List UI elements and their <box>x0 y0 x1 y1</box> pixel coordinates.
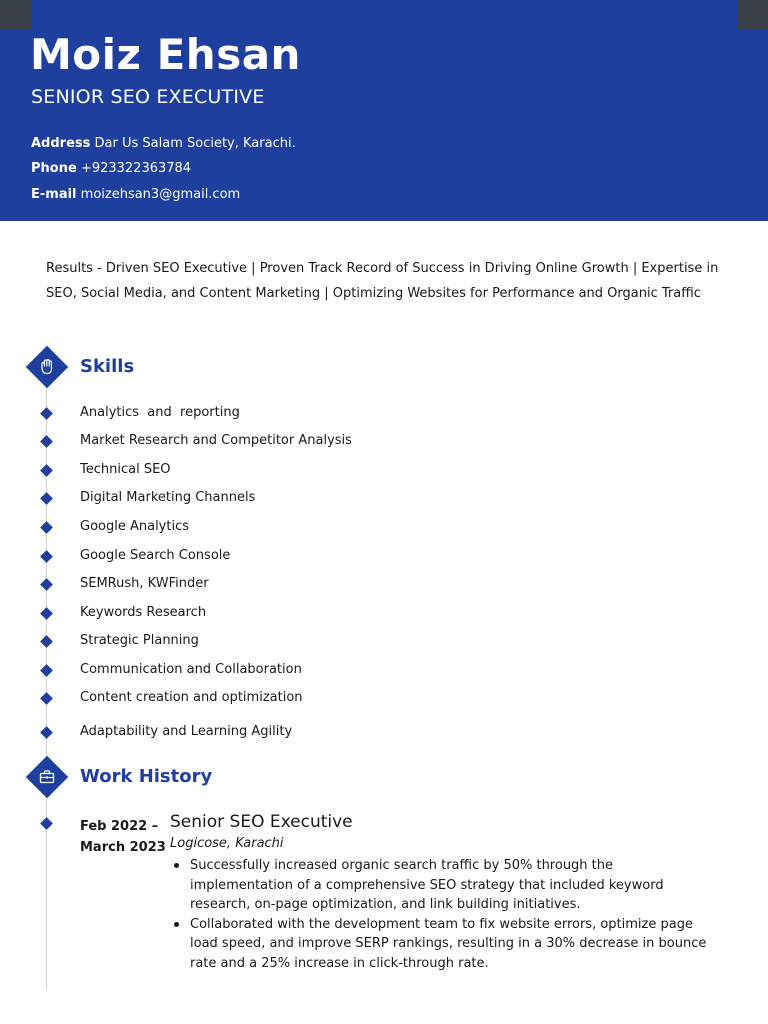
skill-item: Technical SEO <box>80 462 171 477</box>
resume-header <box>0 0 768 221</box>
skill-bullet <box>40 635 53 648</box>
contact-phone-value: +923322363784 <box>80 161 192 176</box>
hand-icon <box>32 352 62 382</box>
skill-item: Keywords Research <box>80 605 207 620</box>
job-date-start: Feb 2022 – <box>80 819 159 834</box>
skill-item: Communication and Collaboration <box>80 662 302 677</box>
contact-address-value: Dar Us Salam Society, Karachi. <box>94 136 296 151</box>
skill-item: SEMRush, KWFinder <box>80 576 209 591</box>
contact-phone-label: Phone <box>31 161 77 176</box>
corner-block-left <box>0 0 31 29</box>
job-achievement-item: Collaborated with the development team to fix website errors, optimize page load speed, and improve SERP rankings, resulting in a 30% decrease in bounce rate and a 25% increase in click-through rate. <box>170 915 710 974</box>
skill-item: Adaptability and Learning Agility <box>80 724 293 739</box>
skill-bullet <box>40 435 53 448</box>
skill-bullet <box>40 464 53 477</box>
job-achievements <box>170 856 710 973</box>
contact-email-label: E-mail <box>31 187 77 202</box>
briefcase-icon <box>32 762 62 792</box>
job-marker <box>40 817 53 830</box>
contact-address-label: Address <box>31 136 91 151</box>
skill-item: Strategic Planning <box>80 633 199 648</box>
job-company: Logicose, Karachi <box>170 836 284 851</box>
skill-bullet <box>40 607 53 620</box>
job-achievement-item: Successfully increased organic search traffic by 50% through the implementation of a comprehensive SEO strategy that included keyword research, on-page optimization, and link building initiatives. <box>170 856 710 915</box>
skill-bullet <box>40 407 53 420</box>
skill-bullet <box>40 550 53 563</box>
contact-phone <box>31 161 191 176</box>
skill-bullet <box>40 578 53 591</box>
skill-bullet <box>40 521 53 534</box>
skill-bullet <box>40 692 53 705</box>
contact-email <box>31 187 240 202</box>
corner-block-right <box>737 0 768 29</box>
professional-summary: Results - Driven SEO Executive | Proven Track Record of Success in Driving Online Growth | Expertise in SEO, Social Media, and Content Marketing | Optimizing Websites for Performance and Organic Traffic <box>46 261 719 301</box>
job-date-end: March 2023 <box>80 840 166 855</box>
contact-address <box>31 136 296 151</box>
skill-item: Market Research and Competitor Analysis <box>80 433 352 448</box>
candidate-title: SENIOR SEO EXECUTIVE <box>31 86 265 108</box>
skill-item: Analytics and reporting <box>80 405 240 420</box>
skill-bullet <box>40 492 53 505</box>
skill-item: Content creation and optimization <box>80 690 303 705</box>
skill-item: Google Analytics <box>80 519 190 534</box>
candidate-name: Moiz Ehsan <box>30 30 301 79</box>
job-title: Senior SEO Executive <box>170 812 353 832</box>
skill-bullet <box>40 664 53 677</box>
contact-email-value[interactable]: moizehsan3@gmail.com <box>80 187 241 202</box>
work-history-title: Work History <box>80 766 213 787</box>
skill-item: Google Search Console <box>80 548 231 563</box>
skills-title: Skills <box>80 356 135 377</box>
skill-item: Digital Marketing Channels <box>80 490 256 505</box>
skill-bullet <box>40 726 53 739</box>
job-dates <box>80 816 166 858</box>
